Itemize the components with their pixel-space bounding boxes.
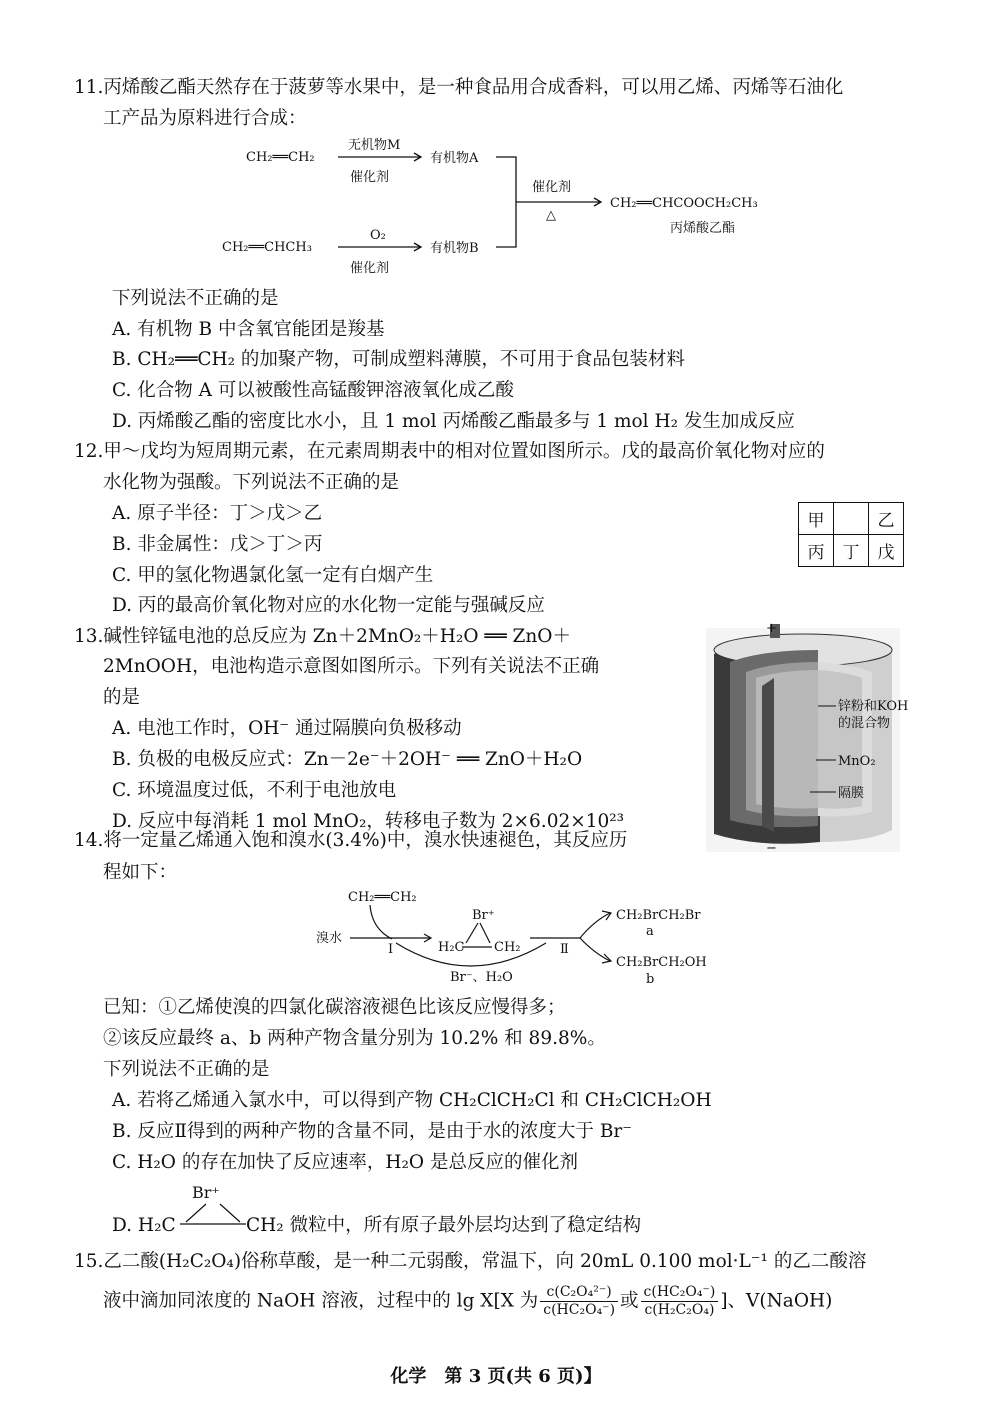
q11-reactant-ethylene: CH₂══CH₂ — [246, 150, 315, 165]
q11-product-b: 有机物B — [430, 241, 479, 256]
q11-reagent-1-bottom: 催化剂 — [350, 170, 390, 185]
q12-stem-line1: 12.甲～戊均为短周期元素，在元素周期表中的相对位置如图所示。戊的最高价氧化物对应的 — [74, 441, 825, 462]
q14-question: 下列说法不正确的是 — [103, 1059, 270, 1080]
q11-option-b: B. CH₂══CH₂ 的加聚产物，可制成塑料薄膜，不可用于食品包装材料 — [112, 349, 685, 370]
q15-stem-2a: 液中滴加同浓度的 NaOH 溶液，过程中的 lg X[X 为 — [103, 1290, 539, 1312]
q14-step-1: Ⅰ — [388, 942, 394, 957]
q11-reactant-propylene: CH₂══CHCH₃ — [222, 240, 312, 255]
q11-reagent-2-top: O₂ — [370, 228, 386, 243]
q15-fraction-2 — [641, 1284, 719, 1319]
q13-option-d: D. 反应中每消耗 1 mol MnO₂，转移电子数为 2×6.02×10²³ — [112, 811, 625, 832]
q11-question: 下列说法不正确的是 — [112, 288, 279, 309]
q12-cell-empty — [834, 503, 869, 535]
q14-label-a: a — [646, 924, 654, 939]
q15-frac2-num: c(HC₂O₄⁻) — [641, 1284, 719, 1302]
q11-reagent-1-top: 无机物M — [348, 138, 401, 153]
q14-known-1: 已知：①乙烯使溴的四氯化碳溶液褪色比该反应慢得多； — [103, 997, 566, 1018]
q14-label-b: b — [646, 972, 655, 987]
q14-option-d-br-plus: Br⁺ — [192, 1183, 220, 1202]
q14-product-b: CH₂BrCH₂OH — [616, 955, 707, 970]
q13-option-b: B. 负极的电极反应式：Zn－2e⁻＋2OH⁻ ══ ZnO＋H₂O — [112, 749, 583, 770]
battery-diagram — [700, 620, 940, 856]
q12-cell-yi: 乙 — [869, 503, 904, 535]
q15-frac1-den: c(HC₂O₄⁻) — [543, 1302, 616, 1318]
q14-mechanism-diagram — [310, 885, 730, 993]
q14-option-b: B. 反应Ⅱ得到的两种产物的含量不同，是由于水的浓度大于 Br⁻ — [112, 1121, 633, 1142]
battery-minus-label: − — [766, 841, 777, 856]
q12-stem-line2: 水化物为强酸。下列说法不正确的是 — [103, 472, 400, 493]
q14-option-a: A. 若将乙烯通入氯水中，可以得到产物 CH₂ClCH₂Cl 和 CH₂ClCH₂OH — [112, 1090, 712, 1111]
q15-stem-2b: 或 — [620, 1290, 639, 1312]
q14-br-plus: Br⁺ — [472, 908, 495, 923]
q14-option-d-prefix: D. H₂C — [112, 1215, 176, 1236]
q12-option-a: A. 原子半径：丁＞戊＞乙 — [112, 503, 323, 524]
q12-cell-bing: 丙 — [799, 535, 834, 567]
q12-option-c: C. 甲的氢化物遇氯化氢一定有白烟产生 — [112, 565, 434, 586]
q12-cell-ding: 丁 — [834, 535, 869, 567]
battery-label-zinc: 锌粉和KOH — [838, 699, 909, 714]
page-footer: 化学 第 3 页(共 6 页)】 — [390, 1366, 602, 1387]
q12-option-b: B. 非金属性：戊＞丁＞丙 — [112, 534, 323, 555]
q11-option-c: C. 化合物 A 可以被酸性高锰酸钾溶液氧化成乙酸 — [112, 380, 514, 401]
q13-stem-line2: 2MnOOH，电池构造示意图如图所示。下列有关说法不正确 — [103, 656, 600, 677]
q15-frac1-num: c(C₂O₄²⁻) — [540, 1284, 618, 1302]
q11-product-a: 有机物A — [430, 151, 479, 166]
q11-final-name: 丙烯酸乙酯 — [670, 221, 736, 236]
battery-plus-label: + — [766, 621, 777, 636]
q11-stem-line1: 11.丙烯酸乙酯天然存在于菠萝等水果中，是一种食品用合成香料，可以用乙烯、丙烯等石油化 — [74, 77, 844, 98]
q13-stem-line3: 的是 — [103, 687, 141, 708]
q15-stem-line1: 15.乙二酸(H₂C₂O₄)俗称草酸，是一种二元弱酸，常温下，向 20mL 0.100 mol·L⁻¹ 的乙二酸溶 — [74, 1251, 867, 1272]
q14-h2c: H₂C — [438, 940, 465, 955]
q14-product-a: CH₂BrCH₂Br — [616, 908, 701, 923]
q11-stem-line2: 工产品为原料进行合成： — [103, 108, 307, 129]
q14-step-2: Ⅱ — [560, 942, 569, 957]
q14-option-d-suffix: CH₂ 微粒中，所有原子最外层均达到了稳定结构 — [246, 1215, 642, 1236]
q11-reagent-2-bottom: 催化剂 — [350, 261, 390, 275]
q11-option-a: A. 有机物 B 中含氧官能团是羧基 — [112, 319, 385, 340]
q15-fraction-1 — [540, 1284, 618, 1319]
q14-br-h2o: Br⁻、H₂O — [450, 970, 513, 985]
q12-periodic-table — [798, 502, 904, 567]
q12-option-d: D. 丙的最高价氧化物对应的水化物一定能与强碱反应 — [112, 595, 545, 616]
q12-cell-wu: 戊 — [869, 535, 904, 567]
q11-merge-reagent-bottom: △ — [546, 208, 556, 223]
q14-ch2: CH₂ — [494, 940, 521, 955]
q11-option-d: D. 丙烯酸乙酯的密度比水小，且 1 mol 丙烯酸乙酯最多与 1 mol H₂ 发生加成反应 — [112, 411, 795, 432]
q14-ethylene: CH₂══CH₂ — [348, 890, 417, 905]
q15-stem-2c: ]、V(NaOH) — [720, 1290, 833, 1312]
q13-option-a: A. 电池工作时，OH⁻ 通过隔膜向负极移动 — [112, 718, 462, 739]
q12-cell-jia: 甲 — [799, 503, 834, 535]
q14-option-c: C. H₂O 的存在加快了反应速率，H₂O 是总反应的催化剂 — [112, 1152, 578, 1173]
q11-final-product: CH₂══CHCOOCH₂CH₃ — [610, 196, 758, 211]
q11-synthesis-diagram — [220, 135, 780, 275]
q15-frac2-den: c(H₂C₂O₄) — [644, 1302, 715, 1318]
battery-label-zinc-2: 的混合物 — [838, 716, 891, 731]
q14-stem-line1: 14.将一定量乙烯通入饱和溴水(3.4%)中，溴水快速褪色，其反应历 — [74, 830, 628, 851]
q15-stem-line2 — [103, 1284, 832, 1319]
q13-stem-line1: 13.碱性锌锰电池的总反应为 Zn＋2MnO₂＋H₂O ══ ZnO＋ — [74, 626, 571, 647]
battery-label-mno2: MnO₂ — [838, 754, 876, 769]
q11-merge-reagent-top: 催化剂 — [532, 180, 572, 195]
q14-bromine-water: 溴水 — [316, 931, 343, 946]
q14-known-2: ②该反应最终 a、b 两种产物含量分别为 10.2% 和 89.8%。 — [103, 1028, 606, 1049]
q13-option-c: C. 环境温度过低，不利于电池放电 — [112, 780, 397, 801]
battery-label-separator: 隔膜 — [838, 786, 865, 801]
q14-stem-line2: 程如下： — [103, 862, 178, 883]
q14-option-d-bridge — [168, 1200, 258, 1228]
